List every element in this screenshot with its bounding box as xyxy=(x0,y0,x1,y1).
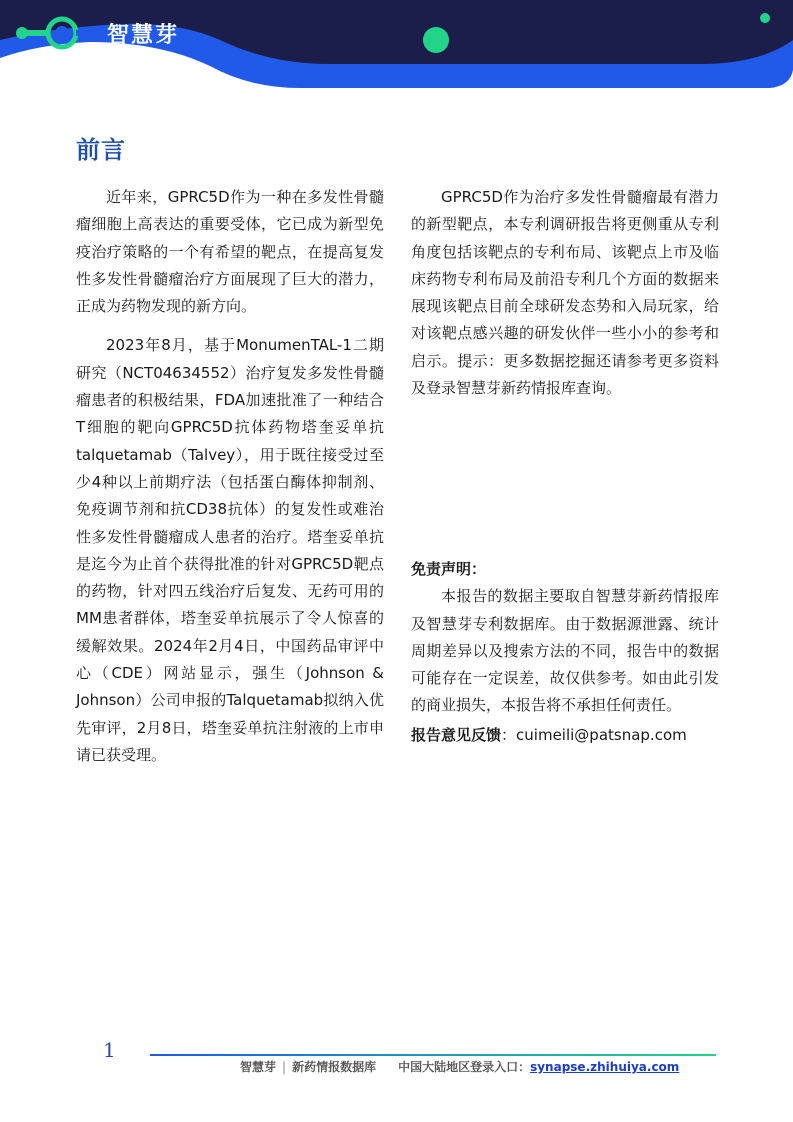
feedback-separator: ： xyxy=(501,725,517,744)
page-number: 1 xyxy=(103,1038,116,1062)
page-header xyxy=(0,0,793,90)
footer-brand: 智慧芽 xyxy=(240,1060,277,1074)
disclaimer-section xyxy=(411,556,719,749)
right-column xyxy=(411,184,719,414)
right-paragraph-1: GPRC5D作为治疗多发性骨髓瘤最有潜力的新型靶点，本专利调研报告将更侧重从专利角度包括该靶点的专利布局、该靶点上市及临床药物专利布局及前沿专利几个方面的数据来展现该靶点目前全球研发态势和入局玩家，给对该靶点感兴趣的研发伙伴一些小小的参考和启示。提示：更多数据挖掘还请参考更多资料及登录智慧芽新药情报库查询。 xyxy=(411,188,719,398)
footer-product: 新药情报数据库 xyxy=(292,1060,377,1074)
left-column xyxy=(76,184,384,781)
feedback-label: 报告意见反馈 xyxy=(411,725,502,744)
page-title: 前言 xyxy=(76,136,126,164)
green-dot-decoration xyxy=(423,27,449,53)
left-paragraph-2: 2023年8月，基于MonumenTAL-1二期研究（NCT04634552）治疗复发多发性骨髓瘤患者的积极结果，FDA加速批准了一种结合T细胞的靶向GPRC5D抗体药物塔奎妥单抗talquetamab（Talvey），用于既往接受过至少4种以上前期疗法（包括蛋白酶体抑制剂、免疫调节剂和抗CD38抗体）的复发性或难治性多发性骨髓瘤成人患者的治疗。塔奎妥单抗是迄今为止首个获得批准的针对GPRC5D靶点的药物，针对四五线治疗后复发、无药可用的MM患者群体，塔奎妥单抗展示了令人惊喜的缓解效果。2024年2月4日，中国药品审评中心（CDE）网站显示，强生（Johnson & Johnson）公司申报的Talquetamab拟纳入优先审评，2月8日，塔奎妥单抗注射液的上市申请已获受理。 xyxy=(76,336,384,764)
feedback-line xyxy=(411,722,719,749)
disclaimer-body: 本报告的数据主要取自智慧芽新药情报库及智慧芽专利数据库。由于数据源泄露、统计周期差异以及搜索方法的不同，报告中的数据可能存在一定误差，故仅供参考。如由此引发的商业损失，本报告将不承担任何责任。 xyxy=(411,587,719,715)
footer-divider xyxy=(150,1054,716,1056)
small-green-dot-decoration xyxy=(760,13,770,23)
brand-name: 智慧芽 xyxy=(107,23,180,48)
footer-entry-link[interactable]: synapse.zhihuiya.com xyxy=(530,1060,680,1074)
disclaimer-heading: 免责声明： xyxy=(411,560,487,578)
footer-bar xyxy=(240,1058,679,1075)
footer-separator: | xyxy=(282,1060,287,1074)
feedback-email: cuimeili@patsnap.com xyxy=(516,725,687,744)
footer-entry-label: 中国大陆地区登录入口： xyxy=(398,1060,531,1074)
left-paragraph-1: 近年来，GPRC5D作为一种在多发性骨髓瘤细胞上高表达的重要受体，它已成为新型免疫治疗策略的一个有希望的靶点，在提高复发性多发性骨髓瘤治疗方面展现了巨大的潜力，正成为药物发现的新方向。 xyxy=(76,188,384,316)
